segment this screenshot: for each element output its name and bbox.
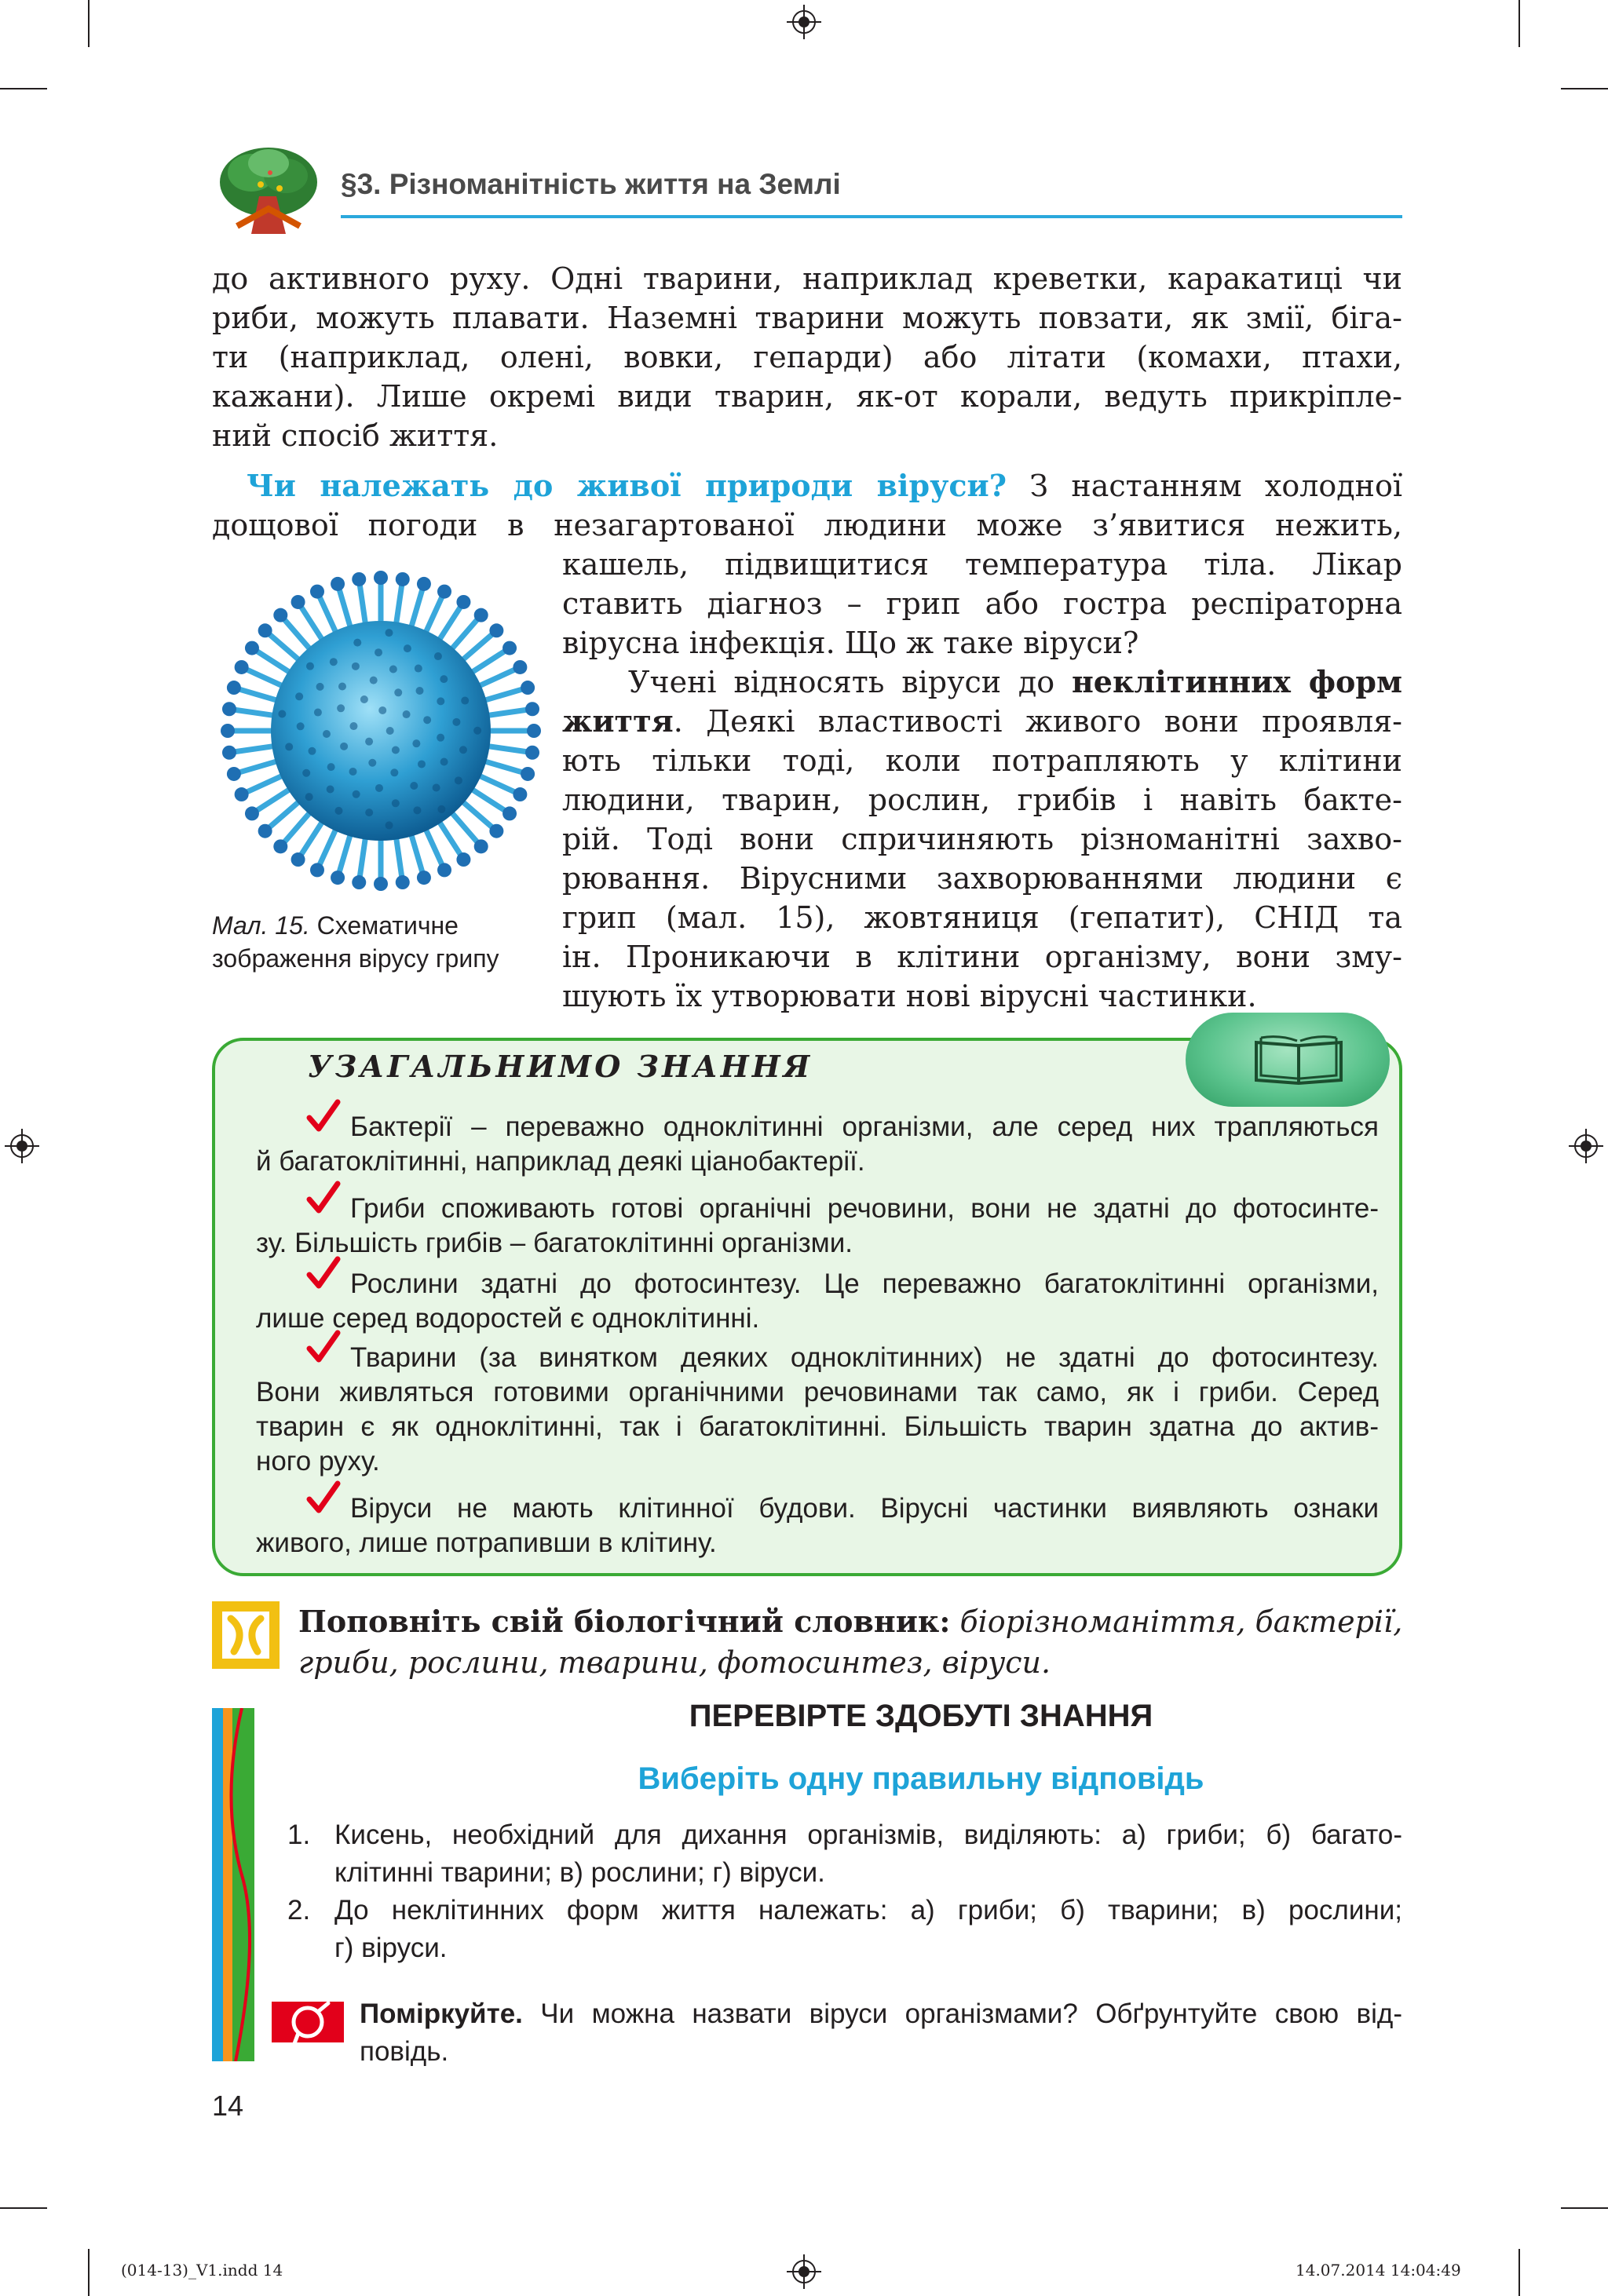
- crop-mark: [88, 0, 90, 47]
- registration-mark-icon: [1569, 1129, 1603, 1163]
- page-number: 14: [212, 2090, 244, 2122]
- body-line: грип (мал. 15), жовтяниця (гепатит), СНІД та: [562, 900, 1402, 935]
- question-number: 2.: [287, 1895, 311, 1926]
- figure-caption: [212, 909, 499, 975]
- file-slug: (014-13)_V1.indd 14: [121, 2261, 283, 2280]
- virus-illustration: [212, 562, 550, 900]
- body-line: вірусна інфекція. Що ж таке віруси?: [562, 626, 1139, 660]
- summary-title: УЗАГАЛЬНИМО ЗНАННЯ: [308, 1049, 813, 1084]
- body-line: ють тільки тоді, коли потрапляють у клітини: [562, 743, 1402, 778]
- crop-mark: [88, 2249, 90, 2296]
- header-rule: [341, 215, 1402, 218]
- summary-line: й багатоклітинні, наприклад деякі ціанобактерії.: [256, 1146, 865, 1177]
- tree-icon: [214, 141, 323, 243]
- vocab-terms: гриби, рослини, тварини, фотосинтез, віруси.: [298, 1645, 1051, 1680]
- summary-line: Бактерії – переважно одноклітинні організми, але серед них трапляються: [350, 1111, 1379, 1142]
- body-line: ний спосіб життя.: [212, 418, 499, 453]
- question-rest: З настанням холодної: [1006, 469, 1402, 503]
- section-subheading: Виберіть одну правильну відповідь: [638, 1761, 1204, 1796]
- question-text: клітинні тварини; в) рослини; г) віруси.: [334, 1857, 825, 1888]
- open-book-icon: [1252, 1031, 1346, 1086]
- think-line: Поміркуйте. Чи можна назвати віруси організмами? Обґрунтуйте свою від-: [360, 1999, 1402, 2029]
- body-line: людини, тварин, рослин, грибів і навіть бакте-: [562, 783, 1402, 817]
- body-line: риби, можуть плавати. Наземні тварини можуть повзати, як змії, біга-: [212, 301, 1402, 335]
- summary-line: живого, лише потрапивши в клітину.: [256, 1528, 717, 1558]
- vocab-prompt: Поповніть свій біологічний словник:: [298, 1604, 951, 1639]
- think-icon: [272, 1994, 344, 2049]
- body-line: кажани). Лише окремі види тварин, як-от корали, ведуть прикріпле-: [212, 379, 1402, 414]
- summary-line: Тварини (за винятком деяких одноклітинних) не здатні до фотосинтезу.: [350, 1342, 1379, 1373]
- question-text: До неклітинних форм життя належать: а) гриби; б) тварини; в) рослини;: [334, 1895, 1402, 1926]
- body-line: до активного руху. Одні тварини, наприклад креветки, каракатиці чи: [212, 261, 1402, 296]
- summary-line: зу. Більшість грибів – багатоклітинні організми.: [256, 1228, 853, 1258]
- body-line: ти (наприклад, олені, вовки, гепарди) або літати (комахи, птахи,: [212, 340, 1402, 374]
- body-line: життя. Деякі властивості живого вони проявля-: [562, 703, 1402, 739]
- question-line: [212, 466, 1402, 506]
- summary-line: лише серед водоростей є одноклітинні.: [256, 1303, 760, 1334]
- body-line: кашель, підвищитися температура тіла. Лікар: [562, 547, 1402, 582]
- question-text: Кисень, необхідний для дихання організмів, виділяють: а) гриби; б) багато-: [334, 1820, 1402, 1850]
- body-line: рій. Тоді вони спричиняють різноманітні захво-: [562, 822, 1402, 856]
- summary-line: Вони живляться готовими органічними речовинами так само, як і гриби. Серед: [256, 1377, 1379, 1407]
- crop-mark: [1561, 88, 1608, 89]
- term-bold: життя: [562, 703, 674, 739]
- body-line: шують їх утворювати нові вірусні частинки.: [562, 979, 1257, 1013]
- question-highlight: Чи належать до живої природи віруси?: [247, 468, 1007, 503]
- body-line: дощової погоди в незагартованої людини може з’явитися нежить,: [212, 508, 1402, 542]
- body-line: ставить діагноз – грип або гостра респіраторна: [562, 586, 1402, 621]
- crop-mark: [0, 2207, 47, 2209]
- think-label: Поміркуйте.: [360, 1999, 523, 2029]
- summary-line: Рослини здатні до фотосинтезу. Це переважно багатоклітинні організми,: [350, 1268, 1379, 1299]
- vocab-line: [298, 1601, 1402, 1642]
- section-heading: ПЕРЕВІРТЕ ЗДОБУТІ ЗНАННЯ: [689, 1699, 1153, 1733]
- body-line: рювання. Вірусними захворюваннями людини є: [562, 861, 1402, 896]
- registration-mark-icon: [787, 2254, 821, 2289]
- registration-mark-icon: [787, 5, 821, 39]
- question-text: г) віруси.: [334, 1933, 448, 1963]
- date-slug: 14.07.2014 14:04:49: [1296, 2261, 1461, 2280]
- caption-text: зображення вірусу грипу: [212, 944, 499, 973]
- summary-line: Віруси не мають клітинної будови. Вірусні частинки виявляють ознаки: [350, 1493, 1379, 1524]
- side-stripe-decoration: [212, 1708, 254, 2061]
- crop-mark: [1518, 2249, 1520, 2296]
- vocab-terms: біорізноманіття, бактерії,: [950, 1604, 1403, 1639]
- think-line: повідь.: [360, 2036, 449, 2067]
- crop-mark: [0, 88, 47, 89]
- vocabulary-icon: [212, 1601, 280, 1669]
- crop-mark: [1561, 2207, 1608, 2209]
- summary-line: ного руху.: [256, 1446, 380, 1477]
- body-line: ін. Проникаючи в клітини організму, вони зму-: [562, 940, 1402, 974]
- vocab-line: [298, 1642, 1402, 1683]
- registration-mark-icon: [5, 1129, 39, 1163]
- term-bold: неклітинних форм: [1071, 664, 1402, 699]
- summary-line: Гриби споживають готові органічні речовини, вони не здатні до фотосинте-: [350, 1193, 1379, 1224]
- crop-mark: [1518, 0, 1520, 47]
- chapter-title: §3. Різноманітність життя на Землі: [341, 168, 841, 200]
- body-line: Учені відносять віруси до неклітинних форм: [628, 664, 1402, 699]
- caption-label: Мал. 15.: [212, 911, 310, 940]
- caption-text: Схематичне: [309, 911, 459, 940]
- summary-line: тварин є як одноклітинні, так і багатоклітинні. Більшість тварин здатна до актив-: [256, 1411, 1379, 1442]
- question-number: 1.: [287, 1820, 311, 1850]
